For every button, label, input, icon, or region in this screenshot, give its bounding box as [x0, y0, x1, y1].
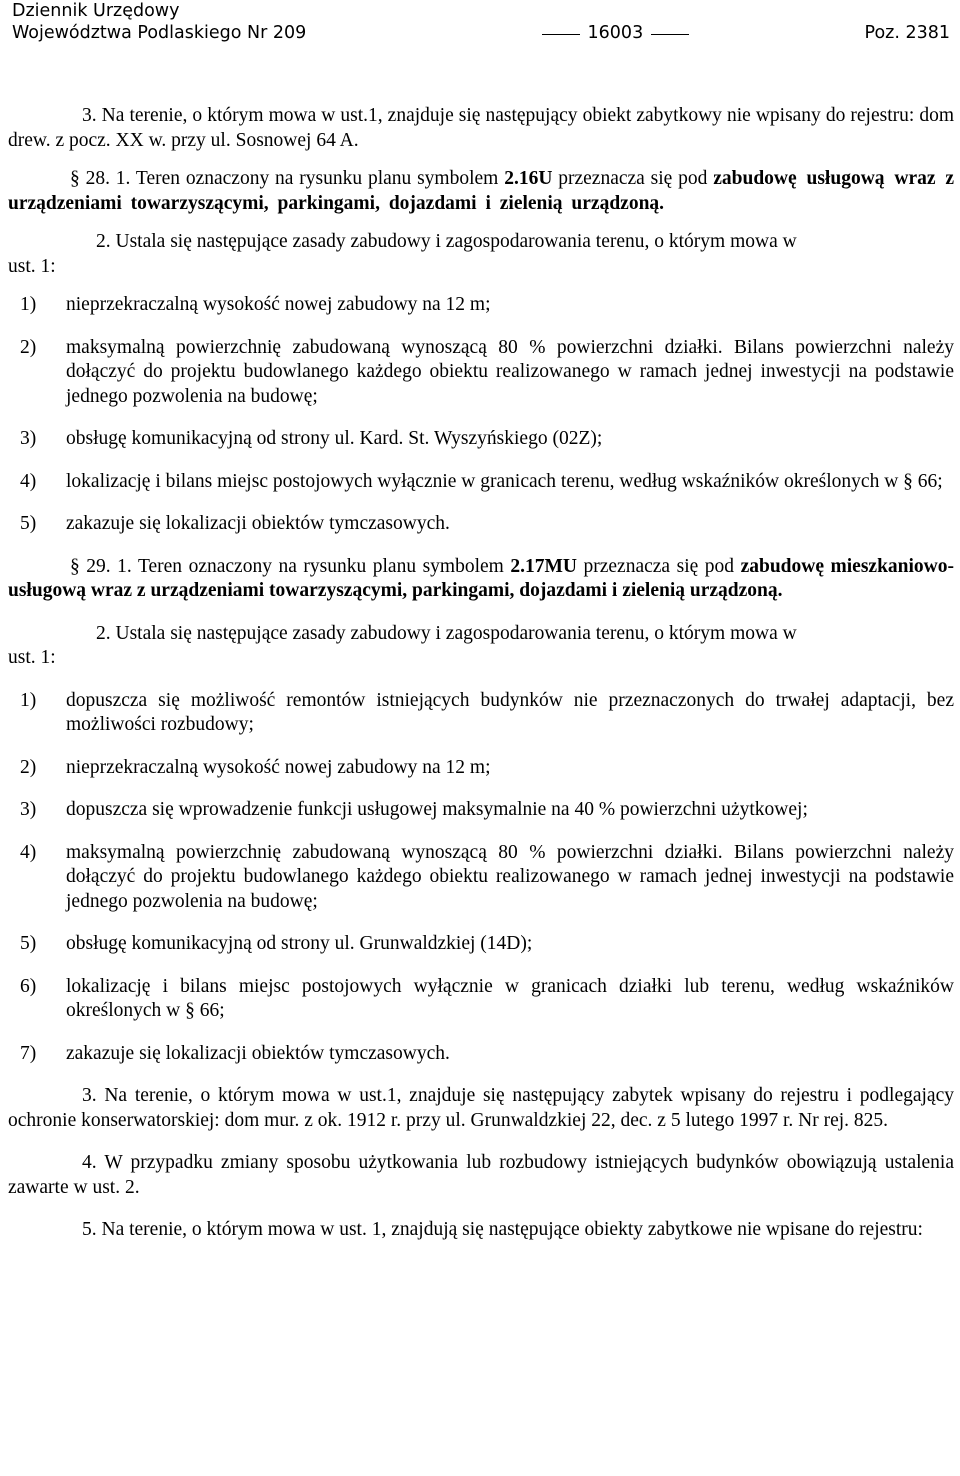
list-item: 6) lokalizację i bilans miejsc postojowych wyłącznie w granicach działki lub terenu, według wskaźników określonych w § 66;	[20, 975, 954, 1021]
position-number: Poz. 2381	[864, 23, 950, 43]
page-number: 16003	[587, 23, 644, 43]
list-item: 1) nieprzekraczalną wysokość nowej zabudowy na 12 m;	[20, 294, 491, 315]
section-29-paragraph-4: 4. W przypadku zmiany sposobu użytkowania lub rozbudowy istniejących budynków obowiązują ustalenia zawarte w ust. 2.	[8, 1152, 954, 1198]
list-item: 5) zakazuje się lokalizacji obiektów tymczasowych.	[20, 513, 450, 534]
section-29-paragraph-1	[8, 555, 954, 604]
section-29-items	[8, 689, 954, 1067]
section-29-p2-ust: ust. 1:	[8, 647, 56, 668]
section-29-paragraph-5: 5. Na terenie, o którym mowa w ust. 1, znajdują się następujące obiekty zabytkowe nie wpisane do rejestru:	[82, 1219, 923, 1240]
section-28-p2-text: 2. Ustala się następujące zasady zabudowy i zagospodarowania terenu, o którym mowa w	[96, 231, 797, 252]
section-28-head: § 28. 1. Teren oznaczony na rysunku planu symbolem	[70, 168, 505, 189]
section-28-symbol: 2.16U	[504, 168, 553, 189]
list-item: 4) lokalizację i bilans miejsc postojowych wyłącznie w granicach terenu, według wskaźników określonych w § 66;	[20, 470, 943, 492]
section-29-symbol: 2.17MU	[510, 555, 577, 577]
section-29-p2-text: 2. Ustala się następujące zasady zabudowy i zagospodarowania terenu, o którym mowa w	[96, 622, 797, 644]
section-29-head: § 29. 1. Teren oznaczony na rysunku planu symbolem	[70, 555, 511, 577]
section-29-paragraph-3: 3. Na terenie, o którym mowa w ust.1, znajduje się następujący zabytek wpisany do rejestru i podlegający ochronie konserwatorskiej: dom mur. z ok. 1912 r. przy ul. Grunwaldzkiej 22, dec. z 5 lutego 1997 r. Nr rej. 825.	[8, 1085, 954, 1131]
list-item: 7) zakazuje się lokalizacji obiektów tymczasowych.	[20, 1042, 450, 1064]
list-item: 2) nieprzekraczalną wysokość nowej zabudowy na 12 m;	[20, 756, 491, 778]
dash-left	[542, 34, 580, 35]
section-28-p2-ust: ust. 1:	[8, 255, 56, 277]
list-item: 5) obsługę komunikacyjną od strony ul. Grunwaldzkiej (14D);	[20, 933, 533, 954]
section-28-mid: przeznacza się pod	[552, 168, 714, 189]
journal-title: Dziennik Urzędowy	[12, 1, 180, 21]
section-29-paragraph-2	[8, 622, 954, 671]
list-item: 3) dopuszcza się wprowadzenie funkcji usługowej maksymalnie na 40 % powierzchni użytkowej;	[20, 799, 808, 820]
list-item: 3) obsługę komunikacyjną od strony ul. Kard. St. Wyszyńskiego (02Z);	[20, 428, 603, 449]
dash-right	[651, 34, 689, 35]
document-body	[8, 104, 954, 1243]
header-line	[12, 22, 950, 44]
section-28-purpose: zabudowę usługową wraz z urządzeniami towarzyszącymi, parkingami, dojazdami i zielenią urządzoną.	[8, 168, 954, 214]
section-29-purpose: zabudowę mieszkaniowo-usługową wraz z urządzeniami towarzyszącymi, parkingami, dojazdami i zielenią urządzoną.	[8, 555, 955, 601]
section-29-mid: przeznacza się pod	[576, 555, 741, 577]
paragraph-3-monument: 3. Na terenie, o którym mowa w ust.1, znajduje się następujący obiekt zabytkowy nie wpisany do rejestru: dom drew. z pocz. XX w. przy ul. Sosnowej 64 A.	[8, 105, 954, 151]
page-number-wrap	[306, 22, 864, 44]
section-28-paragraph-1	[8, 167, 954, 216]
publisher-name: Województwa Podlaskiego Nr 209	[12, 23, 307, 43]
list-item: 4) maksymalną powierzchnię zabudowaną wynoszącą 80 % powierzchni działki. Bilans powierzchni należy dołączyć do projektu budowlanego każdego obiektu realizowanego w ramach jednej inwestycji na podstawie jednego pozwolenia na budowę;	[20, 841, 954, 912]
list-item: 1) dopuszcza się możliwość remontów istniejących budynków nie przeznaczonych do trwałej adaptacji, bez możliwości rozbudowy;	[20, 689, 954, 735]
section-28-items	[8, 293, 954, 537]
list-item: 2) maksymalną powierzchnię zabudowaną wynoszącą 80 % powierzchni działki. Bilans powierzchni należy dołączyć do projektu budowlanego każdego obiektu realizowanego w ramach jednej inwestycji na podstawie jednego pozwolenia na budowę;	[20, 336, 954, 407]
section-28-paragraph-2	[8, 230, 954, 279]
page-header	[12, 0, 950, 44]
